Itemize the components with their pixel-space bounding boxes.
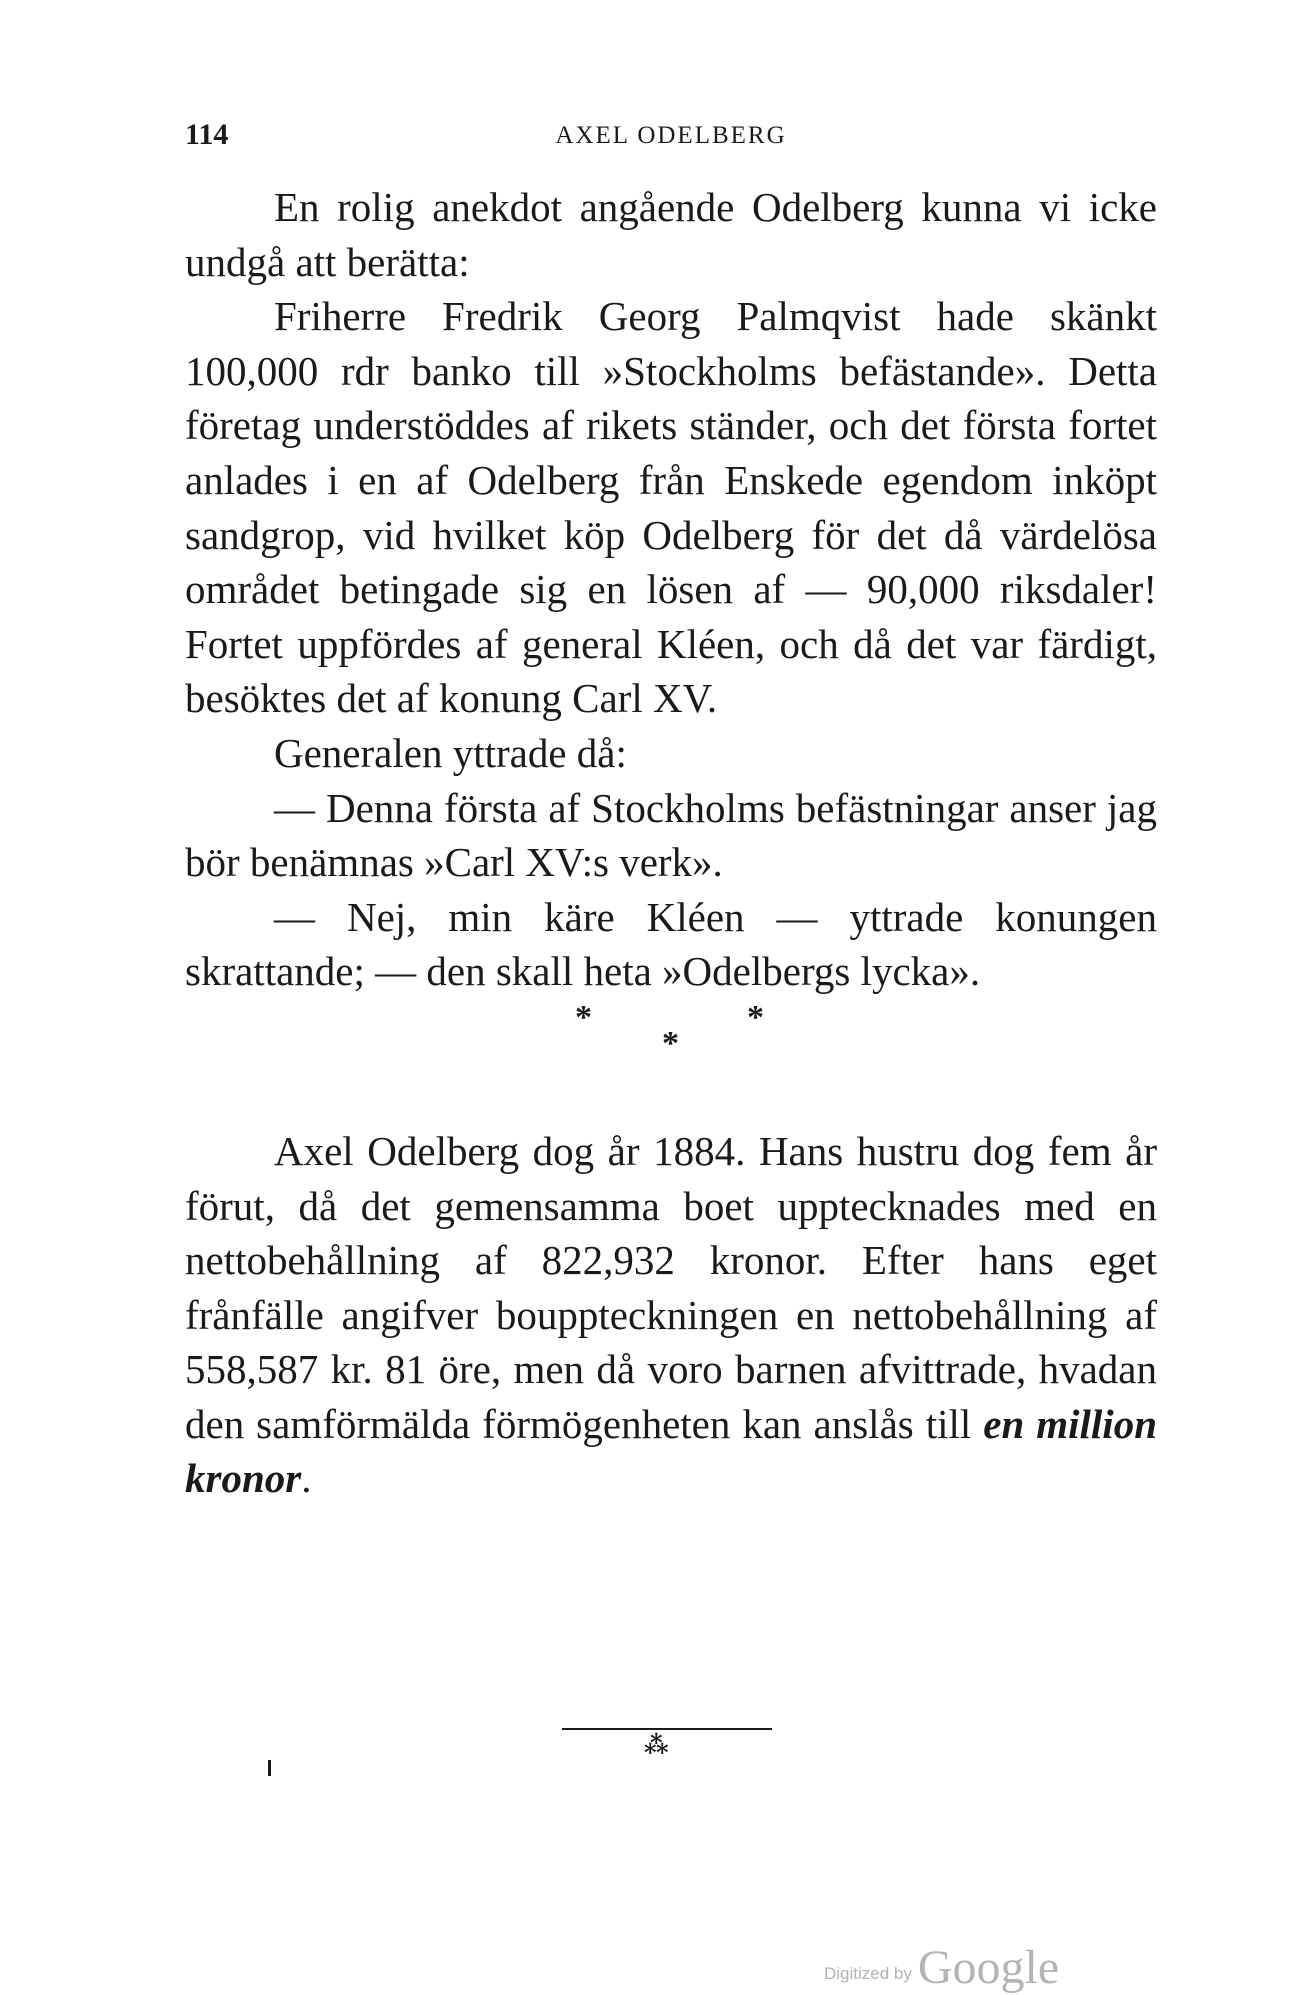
estate-end: . (301, 1455, 312, 1502)
separator-star: * (575, 998, 592, 1036)
section-separator (185, 999, 1157, 1124)
book-page (185, 118, 1157, 1506)
paragraph-general-said: Generalen yttrade då: (274, 729, 627, 776)
estate-emphasis: en million kronor (185, 1400, 1158, 1502)
paragraph-fortification: Friherre Fredrik Georg Palmqvist hade skänkt 100,000 rdr banko till »Stockholms befästande». Detta företag understöddes af rikets ständer, och det första fortet anlades i en af Odelberg från Enskede egendom inköpt sandgrop, vid hvilket köp Odelberg för det då värdelösa området betingade sig en lösen af — 90,000 riksdaler! Fortet uppfördes af general Kléen, och då det var färdigt, besöktes det af konung Carl XV. (185, 293, 1157, 722)
paragraph-anecdote-intro: En rolig anekdot angående Odelberg kunna vi icke undgå att berätta: (185, 184, 1157, 285)
flourish-icon: ⁂ (644, 1733, 669, 1759)
paragraph-estate (185, 1124, 1157, 1506)
paragraph-general-quote: — Denna första af Stockholms befästningar anser jag bör benämnas »Carl XV:s verk». (185, 784, 1157, 886)
estate-text: Axel Odelberg dog år 1884. Hans hustru dog fem år förut, då det gemensamma boet upptecknades med en nettobehållning af 822,932 kronor. Efter hans eget frånfälle angifver bouppteckningen en nettobehållning af 558,587 kr. 81 öre, men då voro barnen afvittrade, hvadan den samförmälda förmögenheten kan anslås till (185, 1127, 1157, 1447)
watermark-brand: Google (917, 1941, 1060, 1994)
body-text (185, 180, 1157, 1506)
paragraph-king-reply: — Nej, min käre Kléen — yttrade konungen skrattande; — den skall heta »Odelbergs lycka». (185, 893, 1157, 995)
page-number: 114 (185, 118, 229, 151)
end-ornament (562, 1718, 772, 1759)
page-header (185, 118, 1157, 158)
watermark-digitized-by: Digitized by (824, 1964, 912, 1983)
digitization-watermark (824, 1940, 1059, 1995)
separator-star: * (747, 998, 764, 1036)
running-head: AXEL ODELBERG (555, 122, 787, 149)
stray-ink-mark (268, 1760, 271, 1776)
separator-star: * (662, 1024, 679, 1062)
